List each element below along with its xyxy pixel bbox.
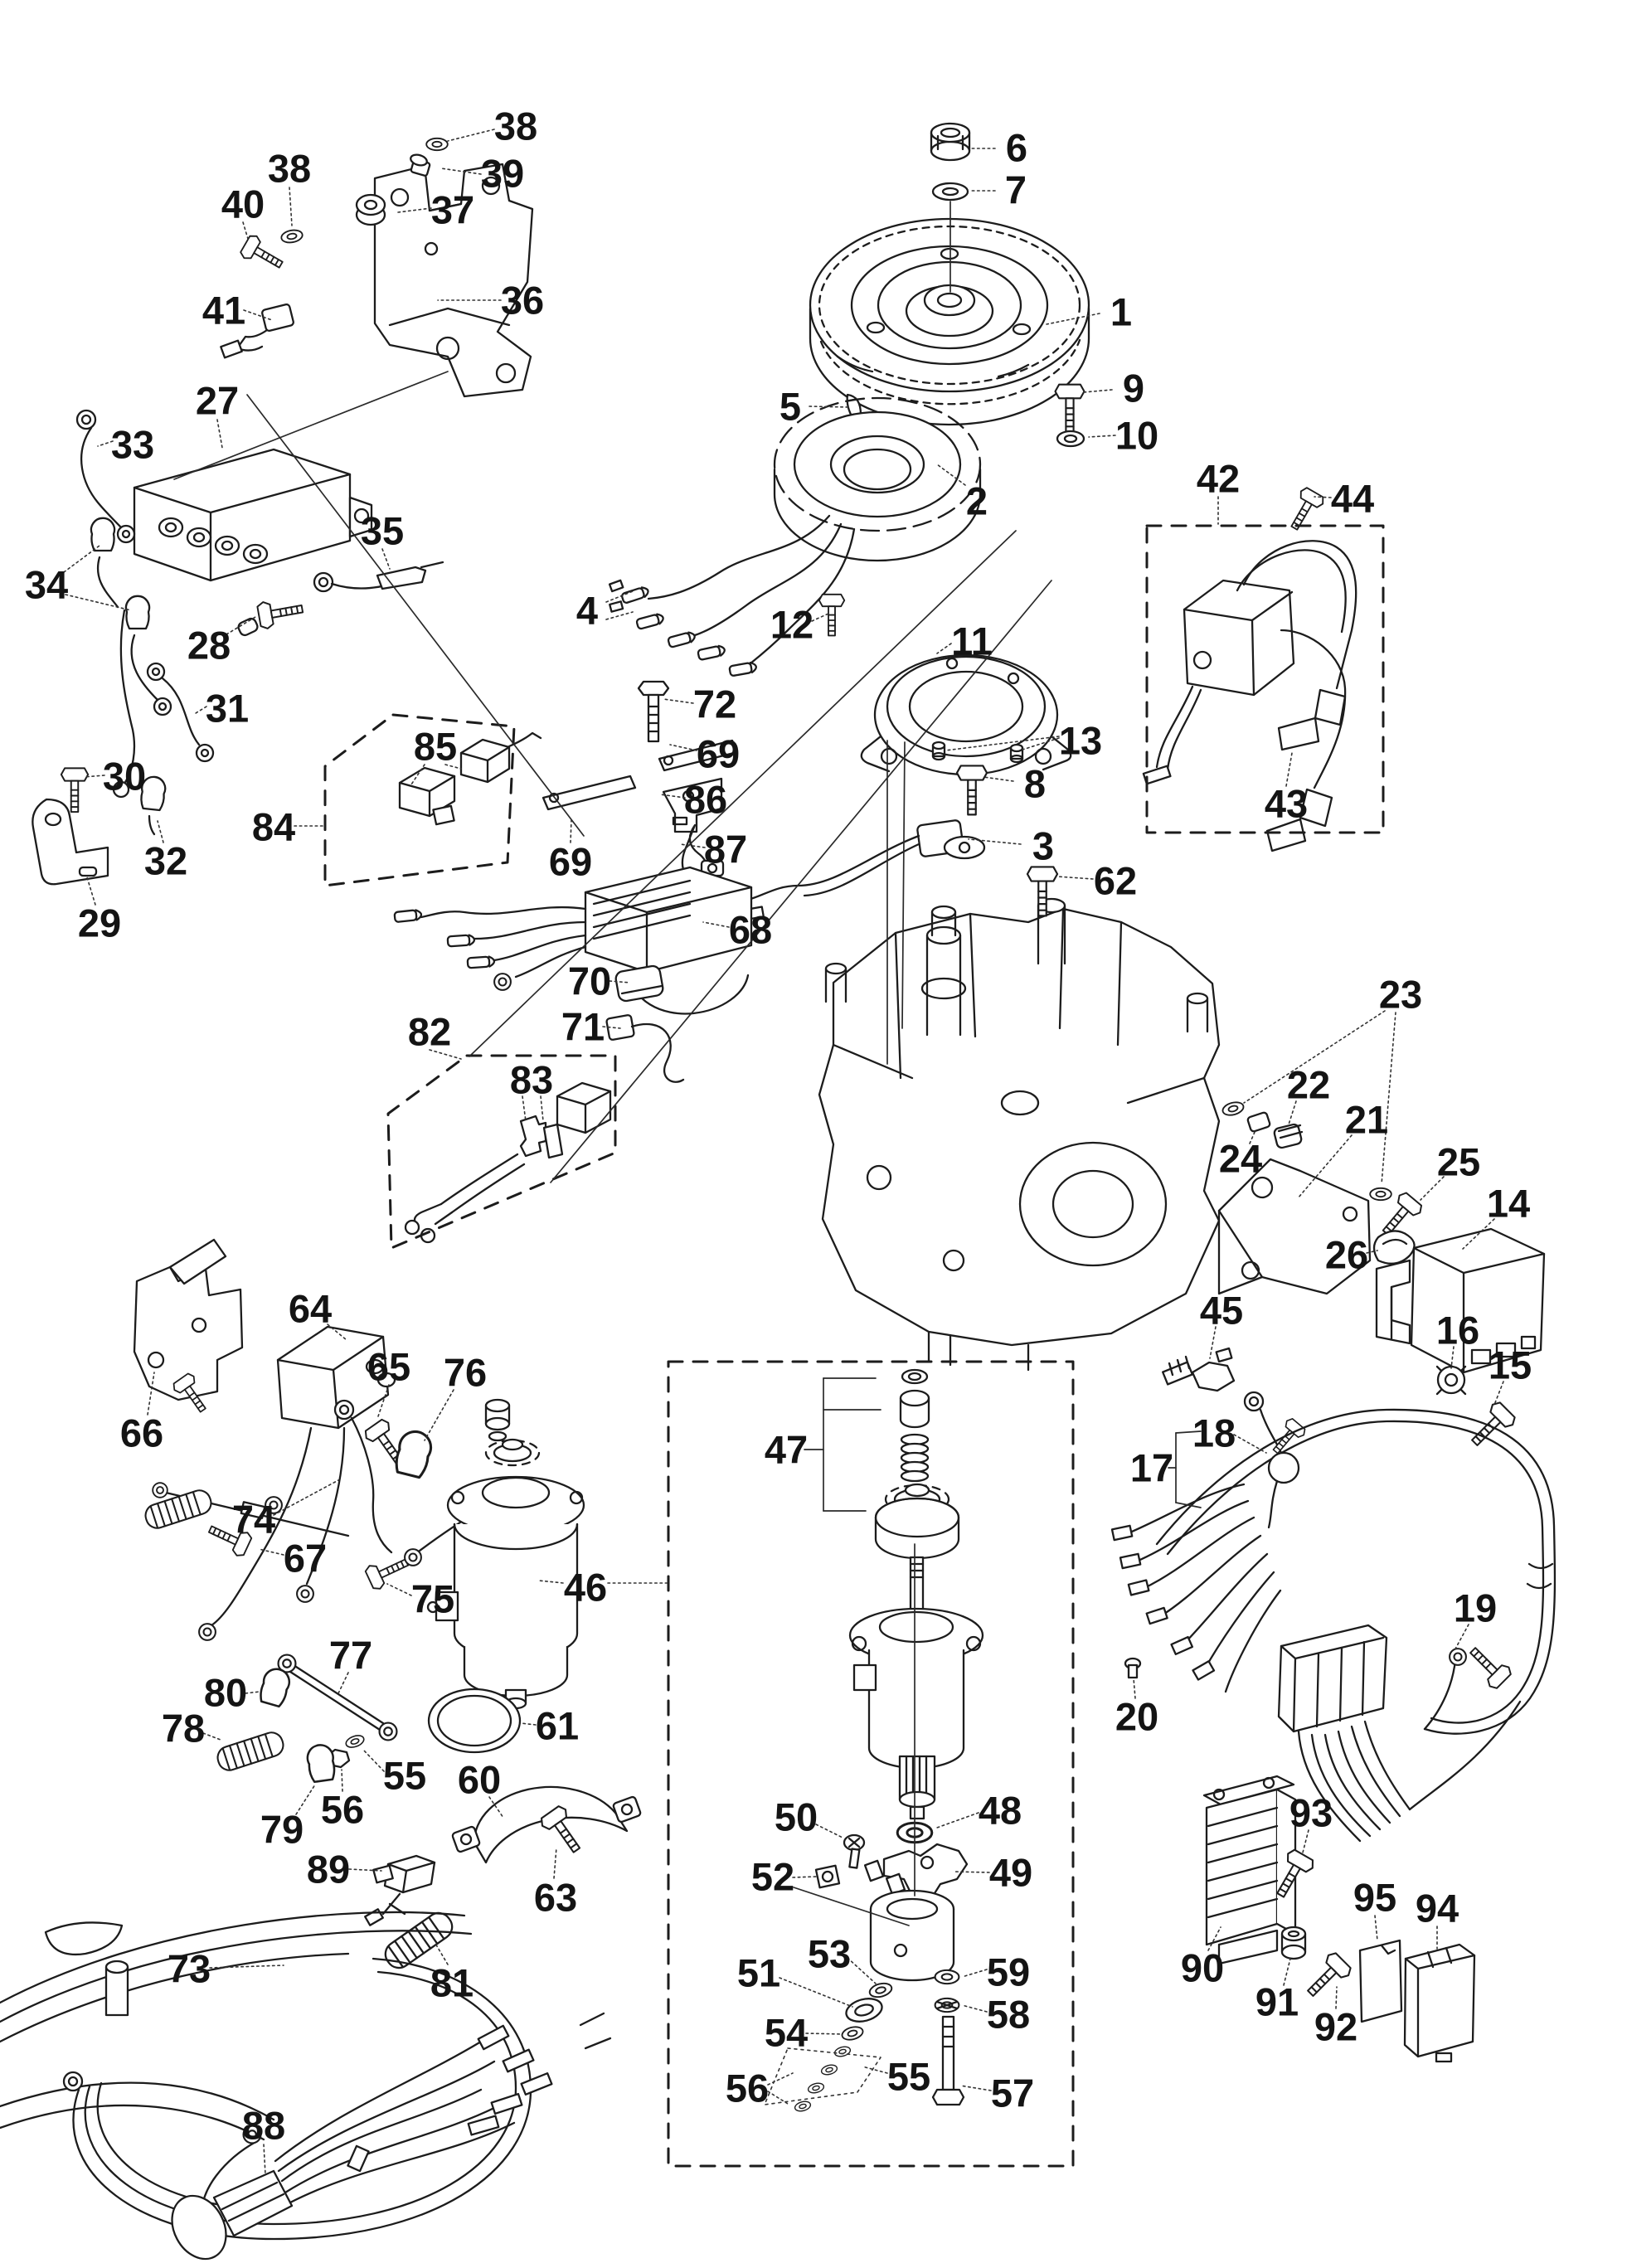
part-number-30: 30 bbox=[102, 754, 147, 799]
leader-line-76 bbox=[425, 1390, 454, 1440]
leader-line-38 bbox=[289, 187, 292, 226]
leader-line-34 bbox=[66, 595, 131, 610]
part-number-54: 54 bbox=[764, 2010, 809, 2055]
leader-line-5 bbox=[809, 406, 849, 407]
part-number-38: 38 bbox=[493, 104, 538, 148]
part-number-80: 80 bbox=[203, 1670, 248, 1715]
part-number-33: 33 bbox=[110, 422, 155, 467]
part-number-89: 89 bbox=[306, 1847, 351, 1892]
part-number-8: 8 bbox=[1023, 761, 1047, 806]
part-number-52: 52 bbox=[750, 1854, 795, 1899]
part-number-62: 62 bbox=[1093, 858, 1138, 903]
part-number-49: 49 bbox=[988, 1850, 1033, 1895]
part-number-44: 44 bbox=[1330, 476, 1375, 521]
leader-line-86 bbox=[660, 794, 685, 798]
part-number-74: 74 bbox=[231, 1497, 276, 1542]
leader-line-8 bbox=[983, 777, 1013, 781]
leader-line-59 bbox=[962, 1969, 987, 1977]
leader-line-4 bbox=[606, 612, 633, 619]
part-number-39: 39 bbox=[480, 151, 525, 196]
part-number-65: 65 bbox=[367, 1344, 411, 1389]
part-number-2: 2 bbox=[965, 478, 988, 523]
leader-line-1 bbox=[1047, 313, 1100, 324]
part-number-41: 41 bbox=[202, 288, 246, 333]
part-number-1: 1 bbox=[1110, 289, 1133, 334]
part-number-7: 7 bbox=[1004, 168, 1027, 212]
leader-line-28 bbox=[226, 617, 255, 634]
part-number-87: 87 bbox=[703, 827, 748, 872]
part-number-38: 38 bbox=[267, 146, 312, 191]
part-number-6: 6 bbox=[1005, 125, 1028, 170]
leader-line-2 bbox=[937, 464, 965, 485]
part-number-48: 48 bbox=[978, 1788, 1022, 1833]
part-number-42: 42 bbox=[1196, 456, 1241, 501]
part-number-34: 34 bbox=[24, 562, 69, 607]
part-number-9: 9 bbox=[1122, 366, 1145, 410]
leader-line-95 bbox=[1375, 1916, 1377, 1940]
part-number-93: 93 bbox=[1289, 1790, 1333, 1835]
part-number-76: 76 bbox=[443, 1350, 488, 1395]
part-number-47: 47 bbox=[764, 1427, 809, 1472]
part-number-73: 73 bbox=[167, 1946, 211, 1991]
part-number-50: 50 bbox=[774, 1794, 818, 1839]
part-number-43: 43 bbox=[1264, 781, 1309, 826]
part-number-90: 90 bbox=[1180, 1945, 1225, 1990]
part-number-4: 4 bbox=[576, 588, 599, 633]
leader-line-58 bbox=[962, 2005, 987, 2012]
part-number-28: 28 bbox=[187, 623, 231, 668]
leader-line-71 bbox=[603, 1027, 620, 1028]
part-number-84: 84 bbox=[251, 804, 296, 849]
starter-detail-group-box bbox=[668, 1362, 1073, 2166]
part-number-46: 46 bbox=[563, 1565, 608, 1610]
part-number-61: 61 bbox=[535, 1703, 580, 1748]
part-number-24: 24 bbox=[1218, 1136, 1263, 1181]
leader-line-87 bbox=[680, 844, 705, 847]
reference-line bbox=[1176, 1503, 1201, 1508]
part-number-63: 63 bbox=[533, 1875, 578, 1920]
leader-line-12 bbox=[812, 614, 828, 621]
part-number-14: 14 bbox=[1486, 1181, 1531, 1226]
leader-line-56 bbox=[768, 2073, 793, 2085]
leader-line-53 bbox=[847, 1958, 876, 1984]
leader-line-65 bbox=[378, 1385, 389, 1416]
leader-line-61 bbox=[521, 1723, 536, 1725]
part-number-51: 51 bbox=[736, 1950, 781, 1995]
part-number-5: 5 bbox=[779, 384, 802, 429]
reference-line bbox=[794, 1887, 909, 1926]
part-number-94: 94 bbox=[1415, 1886, 1459, 1930]
leader-line-11 bbox=[937, 643, 951, 653]
part-number-17: 17 bbox=[1129, 1445, 1174, 1490]
part-number-19: 19 bbox=[1453, 1586, 1498, 1630]
part-number-36: 36 bbox=[500, 278, 545, 323]
part-number-35: 35 bbox=[360, 508, 405, 553]
part-number-15: 15 bbox=[1488, 1343, 1532, 1387]
part-number-20: 20 bbox=[1115, 1694, 1159, 1739]
part-number-26: 26 bbox=[1324, 1232, 1369, 1277]
reference-line bbox=[902, 742, 905, 1028]
part-number-77: 77 bbox=[328, 1633, 373, 1678]
leader-line-38 bbox=[448, 129, 494, 141]
leader-line-72 bbox=[663, 699, 693, 703]
part-number-31: 31 bbox=[205, 686, 250, 731]
leader-line-55 bbox=[862, 2066, 887, 2073]
part-number-95: 95 bbox=[1353, 1875, 1397, 1920]
leader-line-55 bbox=[363, 1750, 384, 1771]
leader-line-27 bbox=[217, 420, 222, 448]
part-number-53: 53 bbox=[807, 1931, 852, 1976]
leader-line-70 bbox=[610, 981, 630, 983]
leader-line-62 bbox=[1057, 877, 1093, 879]
part-number-88: 88 bbox=[241, 2103, 286, 2148]
part-number-69: 69 bbox=[548, 839, 593, 884]
part-number-85: 85 bbox=[413, 724, 458, 769]
part-number-79: 79 bbox=[260, 1807, 304, 1852]
part-number-3: 3 bbox=[1032, 823, 1055, 868]
part-number-29: 29 bbox=[77, 901, 122, 945]
part-number-13: 13 bbox=[1058, 718, 1103, 763]
leader-line-69 bbox=[670, 745, 697, 750]
leader-line-37 bbox=[398, 208, 431, 212]
part-number-64: 64 bbox=[288, 1286, 333, 1331]
leader-line-21 bbox=[1298, 1135, 1352, 1198]
leader-line-54 bbox=[806, 2033, 843, 2034]
leader-line-80 bbox=[245, 1692, 260, 1693]
part-number-67: 67 bbox=[283, 1536, 328, 1581]
part-number-18: 18 bbox=[1192, 1411, 1236, 1455]
part-number-59: 59 bbox=[986, 1950, 1031, 1994]
part-number-32: 32 bbox=[143, 838, 188, 883]
part-number-78: 78 bbox=[161, 1706, 206, 1751]
part-number-57: 57 bbox=[990, 2071, 1035, 2115]
part-number-83: 83 bbox=[509, 1057, 554, 1102]
part-number-71: 71 bbox=[561, 1004, 605, 1049]
neutral-switch-group-box bbox=[388, 1056, 615, 1248]
leader-line-4 bbox=[606, 591, 633, 602]
leader-line-63 bbox=[554, 1848, 556, 1878]
leader-line-67 bbox=[259, 1549, 284, 1555]
part-number-58: 58 bbox=[986, 1992, 1031, 2037]
leader-line-66 bbox=[148, 1372, 154, 1415]
part-number-16: 16 bbox=[1435, 1308, 1480, 1353]
part-number-21: 21 bbox=[1344, 1097, 1389, 1142]
leader-line-48 bbox=[937, 1813, 979, 1828]
leader-line-9 bbox=[1084, 390, 1112, 392]
part-number-86: 86 bbox=[683, 777, 728, 822]
leader-line-78 bbox=[203, 1733, 221, 1740]
part-number-11: 11 bbox=[951, 619, 993, 663]
leader-line-3 bbox=[969, 839, 1021, 844]
part-number-55: 55 bbox=[886, 2054, 931, 2099]
reference-line bbox=[548, 580, 1051, 1183]
leader-line-50 bbox=[816, 1824, 843, 1838]
part-number-70: 70 bbox=[567, 959, 612, 1003]
leader-line-18 bbox=[1234, 1435, 1266, 1453]
part-number-25: 25 bbox=[1436, 1139, 1481, 1184]
part-number-82: 82 bbox=[407, 1009, 452, 1054]
leader-line-88 bbox=[264, 2144, 265, 2174]
leader-line-74 bbox=[274, 1480, 338, 1515]
leader-line-34 bbox=[64, 546, 100, 572]
part-number-60: 60 bbox=[457, 1757, 502, 1802]
leader-line-41 bbox=[244, 310, 272, 320]
part-number-40: 40 bbox=[221, 182, 265, 226]
part-number-10: 10 bbox=[1115, 413, 1159, 458]
leader-line-89 bbox=[349, 1869, 381, 1871]
leader-line-57 bbox=[960, 2086, 991, 2091]
part-number-75: 75 bbox=[410, 1576, 455, 1621]
part-number-91: 91 bbox=[1255, 1979, 1299, 2024]
part-number-72: 72 bbox=[692, 682, 737, 726]
leader-line-75 bbox=[387, 1584, 411, 1595]
part-number-12: 12 bbox=[770, 602, 814, 647]
reference-line bbox=[247, 395, 584, 836]
leader-line-10 bbox=[1089, 435, 1115, 437]
leader-line-30 bbox=[84, 775, 104, 777]
part-number-56: 56 bbox=[725, 2066, 770, 2110]
part-number-69: 69 bbox=[696, 731, 741, 776]
part-number-68: 68 bbox=[728, 907, 773, 952]
part-number-56: 56 bbox=[320, 1787, 365, 1832]
leader-line-51 bbox=[780, 1978, 852, 2007]
leader-line-73 bbox=[210, 1965, 284, 1968]
part-number-27: 27 bbox=[195, 378, 240, 423]
part-number-66: 66 bbox=[119, 1411, 164, 1455]
part-number-37: 37 bbox=[430, 187, 475, 232]
leader-line-39 bbox=[441, 168, 481, 174]
part-number-22: 22 bbox=[1286, 1062, 1331, 1107]
part-number-23: 23 bbox=[1378, 972, 1423, 1017]
washer-set-box bbox=[765, 2048, 881, 2105]
leader-line-46 bbox=[539, 1581, 563, 1583]
part-number-45: 45 bbox=[1199, 1288, 1244, 1333]
part-number-92: 92 bbox=[1314, 2004, 1358, 2049]
part-number-55: 55 bbox=[382, 1753, 427, 1798]
leader-line-44 bbox=[1314, 497, 1331, 498]
part-number-81: 81 bbox=[430, 1960, 474, 2005]
leader-line-68 bbox=[703, 922, 729, 927]
